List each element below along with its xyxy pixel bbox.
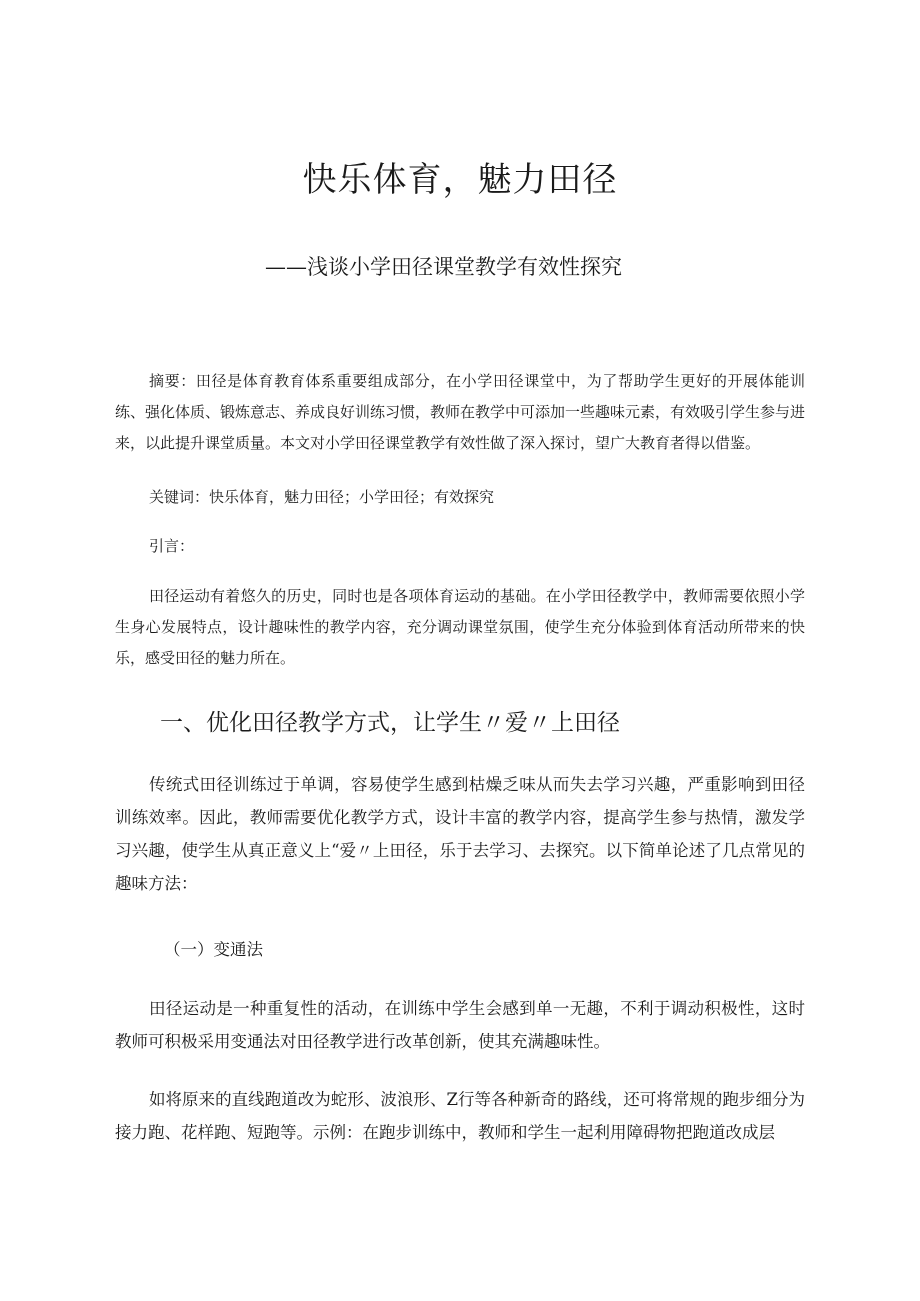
subsection-1-paragraph: 田径运动是一种重复性的活动，在训练中学生会感到单一无趣，不利于调动积极性，这时教师可积极采用变通法对田径教学进行改革创新，使其充满趣味性。 xyxy=(115,999,805,1051)
subsection-heading-1: （一）变通法 xyxy=(164,940,263,959)
abstract-paragraph: 摘要：田径是体育教育体系重要组成部分，在小学田径课堂中，为了帮助学生更好的开展体能训练、强化体质、锻炼意志、养成良好训练习惯，教师在教学中可添加一些趣味元素，有效吸引学生参与进来，以此提升课堂质量。本文对小学田径课堂教学有效性做了深入探讨，望广大教育者得以借鉴。 xyxy=(115,372,806,452)
document-subtitle: ——浅谈小学田径课堂教学有效性探究 xyxy=(265,255,622,279)
subsection-1-paragraph-2: 如将原来的直线跑道改为蛇形、波浪形、Z行等各种新奇的路线，还可将常规的跑步细分为接力跑、花样跑、短跑等。示例：在跑步训练中，教师和学生一起利用障碍物把跑道改成层 xyxy=(115,1090,805,1142)
intro-label: 引言： xyxy=(149,537,195,555)
document-title: 快乐体育，魅力田径 xyxy=(302,160,618,200)
intro-paragraph: 田径运动有着悠久的历史，同时也是各项体育运动的基础。在小学田径教学中，教师需要依照小学生身心发展特点，设计趣味性的教学内容，充分调动课堂氛围，使学生充分体验到体育活动所带来的快乐，感受田径的魅力所在。 xyxy=(115,587,805,667)
section-1-paragraph: 传统式田径训练过于单调，容易使学生感到枯燥乏味从而失去学习兴趣，严重影响到田径训练效率。因此，教师需要优化教学方式，设计丰富的教学内容，提高学生参与热情，激发学习兴趣，使学生从真正意义上“爱〃上田径，乐于去学习、去探究。以下简单论述了几点常见的趣味方法： xyxy=(115,775,805,893)
keywords-line: 关键词：快乐体育，魅力田径；小学田径；有效探究 xyxy=(149,488,495,506)
section-heading-1: 一、优化田径教学方式，让学生〃爱〃上田径 xyxy=(160,710,620,736)
